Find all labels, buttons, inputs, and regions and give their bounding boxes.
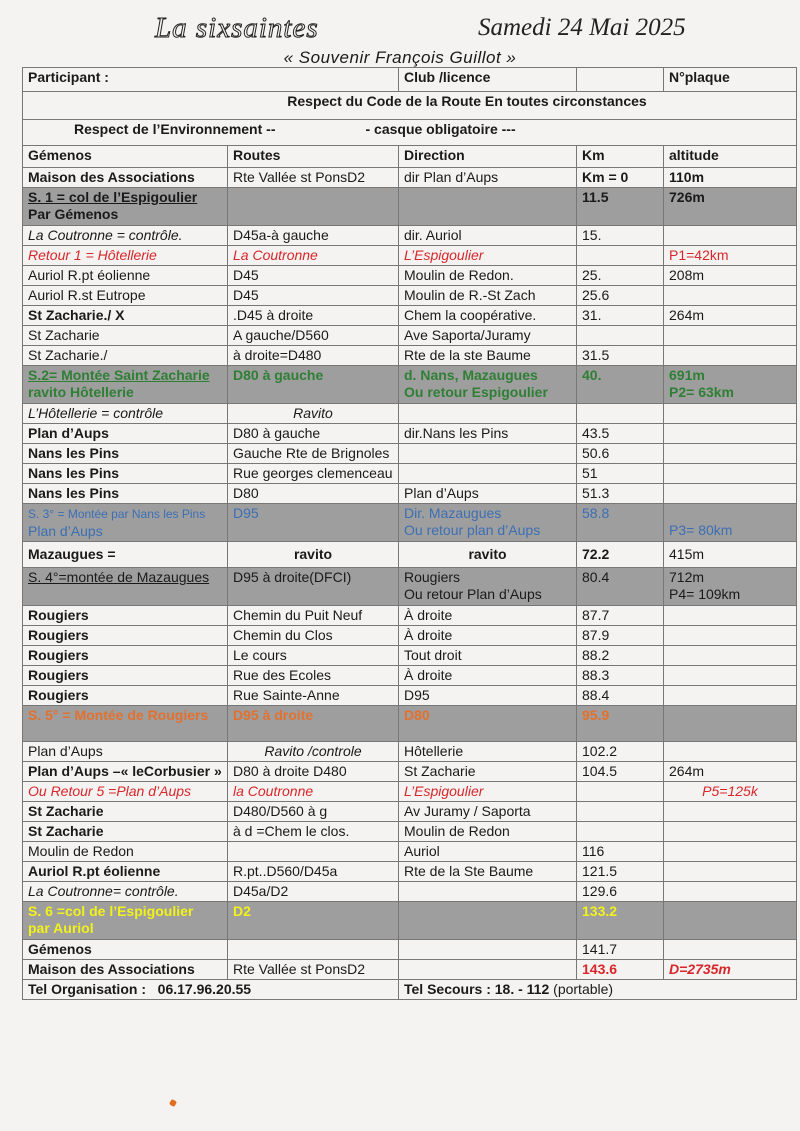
cell-km: 87.9 [577,626,664,646]
cell-place: S. 5° = Montée de Rougiers [23,706,228,742]
tel-secours-label: Tel Secours : 18. - 112 [404,981,550,997]
table-row [23,346,797,366]
cell-place: La Coutronne= contrôle. [23,882,228,902]
cell-km: 51 [577,464,664,484]
cell-altitude [664,862,797,882]
cell-route: Le cours [228,646,399,666]
cell-altitude [664,706,797,742]
cell-place: Auriol R.st Eutrope [23,286,228,306]
table-row [23,802,797,822]
cell-km: 104.5 [577,762,664,782]
cell-place: Ou Retour 5 =Plan d’Aups [23,782,228,802]
title-row [0,12,800,48]
cell-route: ravito [228,542,399,568]
cell-km: 133.2 [577,902,664,940]
cell-place: Nans les Pins [23,444,228,464]
cell-km: 88.4 [577,686,664,706]
cell-km [577,782,664,802]
cell-direction: Hôtellerie [399,742,577,762]
cell-direction: Plan d’Aups [399,484,577,504]
table-row [23,266,797,286]
cell-altitude: P1=42km [664,246,797,266]
cell-altitude: 726m [664,188,797,226]
cell-place: Rougiers [23,606,228,626]
cell-km [577,802,664,822]
cell-direction [399,464,577,484]
cell-route: à d =Chem le clos. [228,822,399,842]
cell-km: 58.8 [577,504,664,542]
cell-route: Rue Sainte-Anne [228,686,399,706]
cell-place: Rougiers [23,686,228,706]
cell-altitude: 110m [664,168,797,188]
table-row [23,484,797,504]
distance-alt: P2= 63km [669,384,734,400]
altitude-main: 712m [669,569,705,585]
cell-route: D95 à droite(DFCI) [228,568,399,606]
header-row [23,146,797,168]
cell-direction: Auriol [399,842,577,862]
cell-direction: Ave Saporta/Juramy [399,326,577,346]
cell-route: D80 à gauche [228,366,399,404]
tel-organisation-label: Tel Organisation : [28,981,146,997]
cell-km: 95.9 [577,706,664,742]
cell-altitude [664,822,797,842]
cell-altitude [664,286,797,306]
cell-direction: D80 [399,706,577,742]
tel-secours-cell [399,980,797,1000]
respect-env-text: Respect de l’Environnement -- [74,121,276,137]
climb-label: S.2= Montée Saint Zacharie [28,367,210,383]
table-row [23,464,797,484]
climb-sub: Plan d’Aups [28,523,103,539]
cell-route: R.pt..D560/D45a [228,862,399,882]
tel-organisation-number: 06.17.96.20.55 [157,981,252,997]
climb-label: S. 4°=montée de Mazaugues [28,569,210,585]
cell-direction [399,882,577,902]
table-row [23,882,797,902]
cell-place: Plan d’Aups [23,424,228,444]
cell-km: 25. [577,266,664,286]
cell-direction: À droite [399,666,577,686]
cell-route: A gauche/D560 [228,326,399,346]
cell-route: Ravito [228,404,399,424]
cell-direction [399,568,577,606]
cell-altitude [664,626,797,646]
cell-route: Rte Vallée st PonsD2 [228,168,399,188]
cell-route: Rue georges clemenceau [228,464,399,484]
cell-altitude [664,742,797,762]
event-date: Samedi 24 Mai 2025 [478,14,686,41]
table-row [23,504,797,542]
table-row [23,842,797,862]
distance-alt: P4= 109km [669,586,741,602]
cell-route: Gauche Rte de Brignoles [228,444,399,464]
cell-route: D45a-à gauche [228,226,399,246]
club-value-field[interactable] [577,68,664,92]
cell-route: D80 [228,484,399,504]
cell-direction [399,940,577,960]
direction-main: Rougiers [404,569,461,585]
cell-place: St Zacharie [23,326,228,346]
tel-organisation-cell [23,980,399,1000]
cell-route [228,842,399,862]
cell-altitude [664,504,797,542]
cell-direction: Tout droit [399,646,577,666]
cell-km: 51.3 [577,484,664,504]
cell-place: St Zacharie./ X [23,306,228,326]
cell-km: 31. [577,306,664,326]
cell-route: D45a/D2 [228,882,399,902]
cell-km: 80.4 [577,568,664,606]
cell-km [577,246,664,266]
cell-place [23,902,228,940]
cell-route [228,940,399,960]
direction-alt: Ou retour Plan d’Aups [404,586,542,602]
cell-direction: Rte de la ste Baume [399,346,577,366]
cell-direction: Rte de la Ste Baume [399,862,577,882]
cell-km: 116 [577,842,664,862]
cell-direction: St Zacharie [399,762,577,782]
cell-km [577,326,664,346]
cell-km: 72.2 [577,542,664,568]
cell-direction [399,504,577,542]
table-row [23,286,797,306]
column-header: Routes [228,146,399,168]
cell-place: Maison des Associations [23,168,228,188]
cell-place: Rougiers [23,626,228,646]
cell-direction: Chem la coopérative. [399,306,577,326]
table-row [23,902,797,940]
direction-main: d. Nans, Mazaugues [404,367,538,383]
cell-direction: dir.Nans les Pins [399,424,577,444]
table-row [23,666,797,686]
cell-km: 87.7 [577,606,664,626]
cell-altitude [664,464,797,484]
cell-place: Nans les Pins [23,484,228,504]
cell-route: D480/D560 à g [228,802,399,822]
event-title: La sixsaintes [155,12,319,44]
cell-km: 129.6 [577,882,664,902]
cell-place: Retour 1 = Hôtellerie [23,246,228,266]
cell-altitude [664,686,797,706]
table-row [23,366,797,404]
cell-place: Plan d’Aups –« leCorbusier » [23,762,228,782]
cell-route: D95 à droite [228,706,399,742]
cell-place [23,504,228,542]
cell-altitude [664,842,797,862]
cell-km: 121.5 [577,862,664,882]
event-subtitle: « Souvenir François Guillot » [283,48,517,67]
tel-secours-note: (portable) [553,981,614,997]
cell-route: Ravito /controle [228,742,399,762]
cell-place: Gémenos [23,940,228,960]
cell-direction: Moulin de Redon [399,822,577,842]
cell-place [23,568,228,606]
table-row [23,306,797,326]
cell-direction [399,444,577,464]
roadbook-table [22,67,797,1000]
cell-route: D2 [228,902,399,940]
plaque-field[interactable]: N°plaque [664,68,797,92]
climb-sub: par Auriol [28,920,94,936]
table-row [23,404,797,424]
cell-km: 141.7 [577,940,664,960]
cell-direction: L’Espigoulier [399,246,577,266]
cell-place: St Zacharie [23,802,228,822]
cell-route: D95 [228,504,399,542]
cell-direction: Moulin de Redon. [399,266,577,286]
cell-place: St Zacharie./ [23,346,228,366]
cell-route: La Coutronne [228,246,399,266]
distance-alt: P3= 80km [669,522,733,538]
cell-altitude [664,802,797,822]
column-header: altitude [664,146,797,168]
cell-direction: Av Juramy / Saporta [399,802,577,822]
cell-place: Auriol R.pt éolienne [23,266,228,286]
direction-main: Dir. Mazaugues [404,505,502,521]
cell-altitude [664,366,797,404]
cell-km: 143.6 [577,960,664,980]
cell-route: Rue des Ecoles [228,666,399,686]
cell-place: Maison des Associations [23,960,228,980]
cell-altitude [664,666,797,686]
cell-place: Nans les Pins [23,464,228,484]
table-row [23,940,797,960]
cell-direction: dir. Auriol [399,226,577,246]
cell-place: Plan d’Aups [23,742,228,762]
climb-sub: Par Gémenos [28,206,119,222]
direction-alt: Ou retour Espigoulier [404,384,548,400]
cell-route: la Coutronne [228,782,399,802]
table-row [23,646,797,666]
table-row [23,424,797,444]
cell-route: à droite=D480 [228,346,399,366]
respect-env-row [23,120,797,146]
cell-direction: L’Espigoulier [399,782,577,802]
cell-km: 43.5 [577,424,664,444]
cell-route: D45 [228,286,399,306]
helmet-text: - casque obligatoire --- [365,121,516,137]
climb-label: S. 6 =col de l’Espigoulier [28,903,194,919]
table-row [23,686,797,706]
table-row [23,226,797,246]
cell-route: Rte Vallée st PonsD2 [228,960,399,980]
cell-place: La Coutronne = contrôle. [23,226,228,246]
cell-km: 50.6 [577,444,664,464]
cell-altitude [664,226,797,246]
direction-alt: Ou retour plan d’Aups [404,522,541,538]
cell-km: 40. [577,366,664,404]
participant-row [23,68,797,92]
ink-mark [169,1099,177,1107]
cell-km: 88.2 [577,646,664,666]
altitude-main: 691m [669,367,705,383]
cell-place: Moulin de Redon [23,842,228,862]
cell-direction: À droite [399,606,577,626]
table-row [23,444,797,464]
cell-route: D80 à gauche [228,424,399,444]
cell-route: Chemin du Puit Neuf [228,606,399,626]
column-header: Gémenos [23,146,228,168]
cell-direction: À droite [399,626,577,646]
respect-code-row [23,92,797,120]
table-row [23,960,797,980]
cell-direction: dir Plan d’Aups [399,168,577,188]
cell-altitude [664,940,797,960]
cell-km: 88.3 [577,666,664,686]
cell-route [228,188,399,226]
table-row [23,762,797,782]
cell-altitude [664,882,797,902]
column-header: Km [577,146,664,168]
cell-km [577,404,664,424]
club-field[interactable]: Club /licence [399,68,577,92]
cell-direction [399,366,577,404]
cell-altitude [664,346,797,366]
cell-altitude [664,484,797,504]
cell-place: L’Hôtellerie = contrôle [23,404,228,424]
cell-altitude [664,646,797,666]
cell-altitude: 415m [664,542,797,568]
cell-direction: D95 [399,686,577,706]
table-row [23,706,797,742]
climb-label: S. 3° = Montée par Nans les Pins [28,507,206,521]
cell-place: Mazaugues = [23,542,228,568]
cell-altitude: 264m [664,306,797,326]
table-row [23,326,797,346]
climb-label: S. 1 = col de l’Espigoulier [28,189,198,205]
cell-altitude [664,606,797,626]
table-row [23,626,797,646]
table-row [23,168,797,188]
cell-altitude [664,444,797,464]
cell-direction [399,188,577,226]
cell-km [577,822,664,842]
cell-altitude [664,404,797,424]
cell-km: Km = 0 [577,168,664,188]
cell-km: 25.6 [577,286,664,306]
cell-altitude [664,902,797,940]
respect-env-cell [23,120,797,146]
cell-altitude: 264m [664,762,797,782]
cell-direction [399,960,577,980]
table-row [23,568,797,606]
cell-route: D80 à droite D480 [228,762,399,782]
participant-field[interactable]: Participant : [23,68,399,92]
cell-km: 15. [577,226,664,246]
column-header: Direction [399,146,577,168]
cell-place: Rougiers [23,646,228,666]
table-row [23,862,797,882]
cell-km: 31.5 [577,346,664,366]
cell-direction [399,902,577,940]
cell-place [23,188,228,226]
cell-direction: ravito [399,542,577,568]
cell-altitude [664,568,797,606]
cell-altitude: P5=125k [664,782,797,802]
cell-place: Rougiers [23,666,228,686]
footer-row [23,980,797,1000]
table-row [23,606,797,626]
cell-direction: Moulin de R.-St Zach [399,286,577,306]
cell-place: Auriol R.pt éolienne [23,862,228,882]
table-row [23,188,797,226]
cell-direction [399,404,577,424]
table-row [23,246,797,266]
climb-sub: ravito Hôtellerie [28,384,134,400]
cell-km: 11.5 [577,188,664,226]
table-row [23,742,797,762]
cell-altitude [664,424,797,444]
cell-place [23,366,228,404]
cell-route: Chemin du Clos [228,626,399,646]
table-row [23,822,797,842]
cell-altitude [664,326,797,346]
table-row [23,782,797,802]
cell-route: D45 [228,266,399,286]
cell-route: .D45 à droite [228,306,399,326]
cell-place: St Zacharie [23,822,228,842]
cell-km: 102.2 [577,742,664,762]
respect-code-text: Respect du Code de la Route En toutes circonstances [23,92,797,120]
table-row [23,542,797,568]
cell-altitude: 208m [664,266,797,286]
cell-altitude: D=2735m [664,960,797,980]
